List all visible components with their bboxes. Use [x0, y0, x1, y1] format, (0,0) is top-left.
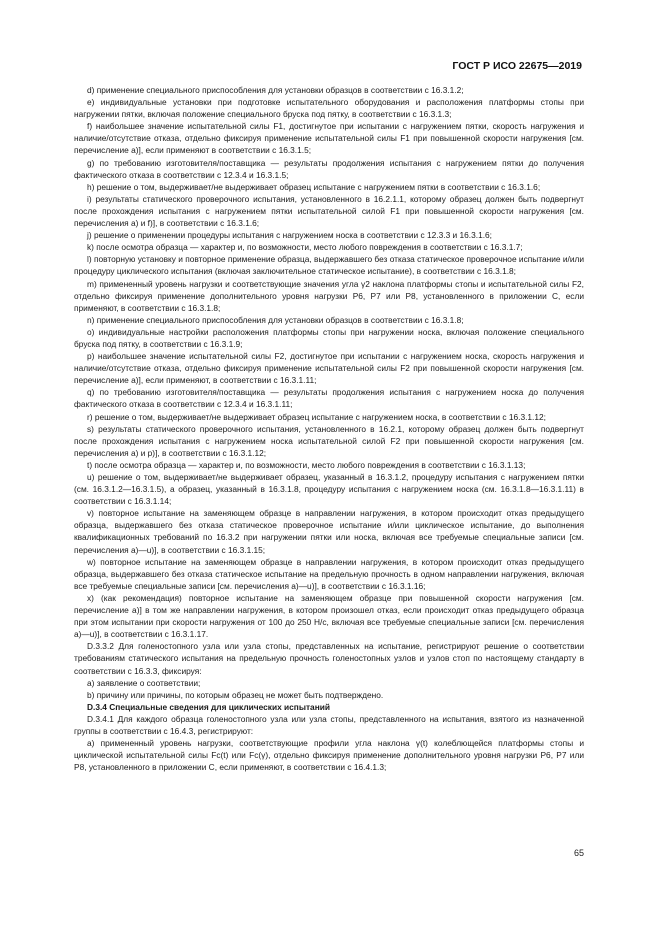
list-item: l) повторную установку и повторное применение образца, выдержавшего без отказа статическое проверочное испытание и/или процедуру циклического испытания (включая заключительное статическое испытание), в соответствии с 16.3.1.8;	[74, 254, 585, 277]
list-item: h) решение о том, выдерживает/не выдерживает образец испытание с нагружением пятки в соответствии с 16.3.1.6;	[87, 181, 541, 192]
list-item: i) результаты статического проверочного испытания, установленного в 16.2.1.1, которому образец должен быть подвергнут после прохождения испытания с нагружением пятки испытательной силой F1 при повышенной скорости нагружения [см. перечисления а) и f)], в соответствии с 16.3.1.6;	[74, 193, 584, 229]
list-item: a) заявление о соответствии;	[87, 677, 201, 688]
list-item: w) повторное испытание на заменяющем образце в направлении нагружения, в котором происходит отказ предыдущего образца, выдержавшего без отказа статическое испытание на предельную прочность в одном направлении нагружения, включая все требуемые специальные записи [см. перечисления а)—u)], в соответствии с 16.3.1.16;	[74, 556, 584, 591]
list-item: m) примененный уровень нагрузки и соответствующие значения угла γ2 наклона платформы стопы и испытательной силы F2, отдельно фиксируя применение дополнительного уровня нагрузки Р6, Р7 или Р8, установленного в приложении С, если применяют, в соответствии с 16.3.1.8;	[74, 278, 584, 313]
list-item: o) индивидуальные настройки расположения платформы стопы при нагружении носка, включая положение специального бруска под пятку, в соответствии с 16.3.1.9;	[74, 326, 584, 349]
clause-paragraph: D.3.4.1 Для каждого образца голеностопного узла или узла стопы, представленного на испытания, взятого из назначенной группы в соответствии с 16.4.3, регистрируют:	[74, 713, 584, 736]
list-item: f) наибольшее значение испытательной силы F1, достигнутое при испытании с нагружением пятки, скорость нагружения и наличие/отсутствие отказа, отдельно фиксируя применение испытательной силы F1 при повышенной скорости нагружения [см. перечисление а)], если применяют в соответствии с 16.3.1.5;	[74, 121, 584, 156]
list-item: g) по требованию изготовителя/поставщика — результаты продолжения испытания с нагружением пятки до получения фактического отказа в соответствии с 12.3.4 и 16.3.1.5;	[74, 157, 584, 180]
document-body	[74, 84, 584, 773]
list-item: a) примененный уровень нагрузки, соответствующие профили угла наклона γ(t) колеблющейся платформы стопы и циклической испытательной силы Fc(t) или Fc(γ), отдельно фиксируя применение дополнительного уровня нагрузки Р6, Р7 или Р8, установленного в приложении С, если применяют, в соответствии с 16.4.1.3;	[74, 738, 584, 773]
list-item: p) наибольшее значение испытательной силы F2, достигнутое при испытании с нагружением носка, скорость нагружения и наличие/отсутствие отказа, отдельно фиксируя применение испытательной силы F2 при повышенной скорости нагружения [см. перечисление а)], если применяют, в соответствии с 16.3.1.11;	[74, 351, 584, 386]
list-item: e) индивидуальные установки при подготовке испытательного оборудования и расположения платформы стопы при нагружении пятки, включая положение специального бруска под пятку, в соответствии с 16.3.1.3;	[74, 97, 584, 120]
list-item: t) после осмотра образца — характер и, по возможности, место любого повреждения в соответствии с 16.3.1.13;	[87, 459, 526, 470]
list-item: r) решение о том, выдерживает/не выдерживает образец испытание с нагружением носка, в соответствии с 16.3.1.12;	[87, 411, 546, 422]
list-item: q) по требованию изготовителя/поставщика — результаты продолжения испытания с нагружением носка до получения фактического отказа в соответствии с 12.3.4 и 16.3.1.11;	[74, 387, 584, 410]
page-number: 65	[573, 848, 584, 858]
list-item: j) решение о применении процедуры испытания с нагружением носка в соответствии с 12.3.3 и 16.3.1.6;	[87, 230, 492, 241]
list-item: s) результаты статического проверочного испытания, установленного в 16.2.1, которому образец должен быть подвергнут после прохождения испытания с нагружением носка испытательной силой F2 при повышенной скорости нагружения [см. перечисления а) и р)], в соответствии с 16.3.1.12;	[74, 423, 584, 458]
list-item: b) причину или причины, по которым образец не может быть подтверждено.	[87, 689, 384, 700]
list-item: n) применение специального приспособления для установки образцов в соответствии с 16.3.1.8;	[87, 314, 464, 325]
list-item: v) повторное испытание на заменяющем образце в направлении нагружения, в котором происходит отказ предыдущего образца, выдержавшего без отказа статическое проверочное испытание и/или циклическое испытание, до выполнения квалификационных требований по 16.3.2 при нагружении пятки или носка, включая все требуемые специальные записи [см. перечисления а)—u)], в соответствии с 16.3.1.15;	[74, 508, 584, 555]
section-heading: D.3.4 Специальные сведения для циклических испытаний	[87, 701, 330, 712]
list-item: u) решение о том, выдерживает/не выдерживает образец, указанный в 16.3.1.2, процедуру испытания с нагружением пятки (см. 16.3.1.2—16.3.1.5), а образец, указанный в 16.3.1.8, процедуру испытания с нагружением носка (см. 16.3.1.8—16.3.1.11) в соответствии с 16.3.1.14;	[74, 472, 584, 507]
list-item: d) применение специального приспособления для установки образцов в соответствии с 16.3.1.2;	[87, 85, 464, 95]
standard-header: ГОСТ Р ИСО 22675—2019	[452, 60, 582, 72]
clause-paragraph: D.3.3.2 Для голеностопного узла или узла стопы, представленных на испытание, регистрируют решение о соответствии требованиям статического испытания на предельную прочность голеностопных узлов и узлов стоп по настоящему стандарту в соответствии с 16.3.3, фиксируя:	[74, 641, 584, 676]
list-item: x) (как рекомендация) повторное испытание на заменяющем образце при повышенной скорости нагружения [см. перечисление а)] в том же направлении нагружения, в котором произошел отказ, если происходит отказ предыдущего образца при этом испытании при скорости нагружения от 100 до 250 Н/с, включая все требуемые специальные записи [см. перечисления а)—u)], в соответствии с 16.3.1.17.	[74, 592, 584, 640]
list-item: k) после осмотра образца — характер и, по возможности, место любого повреждения в соответствии с 16.3.1.7;	[87, 242, 523, 253]
